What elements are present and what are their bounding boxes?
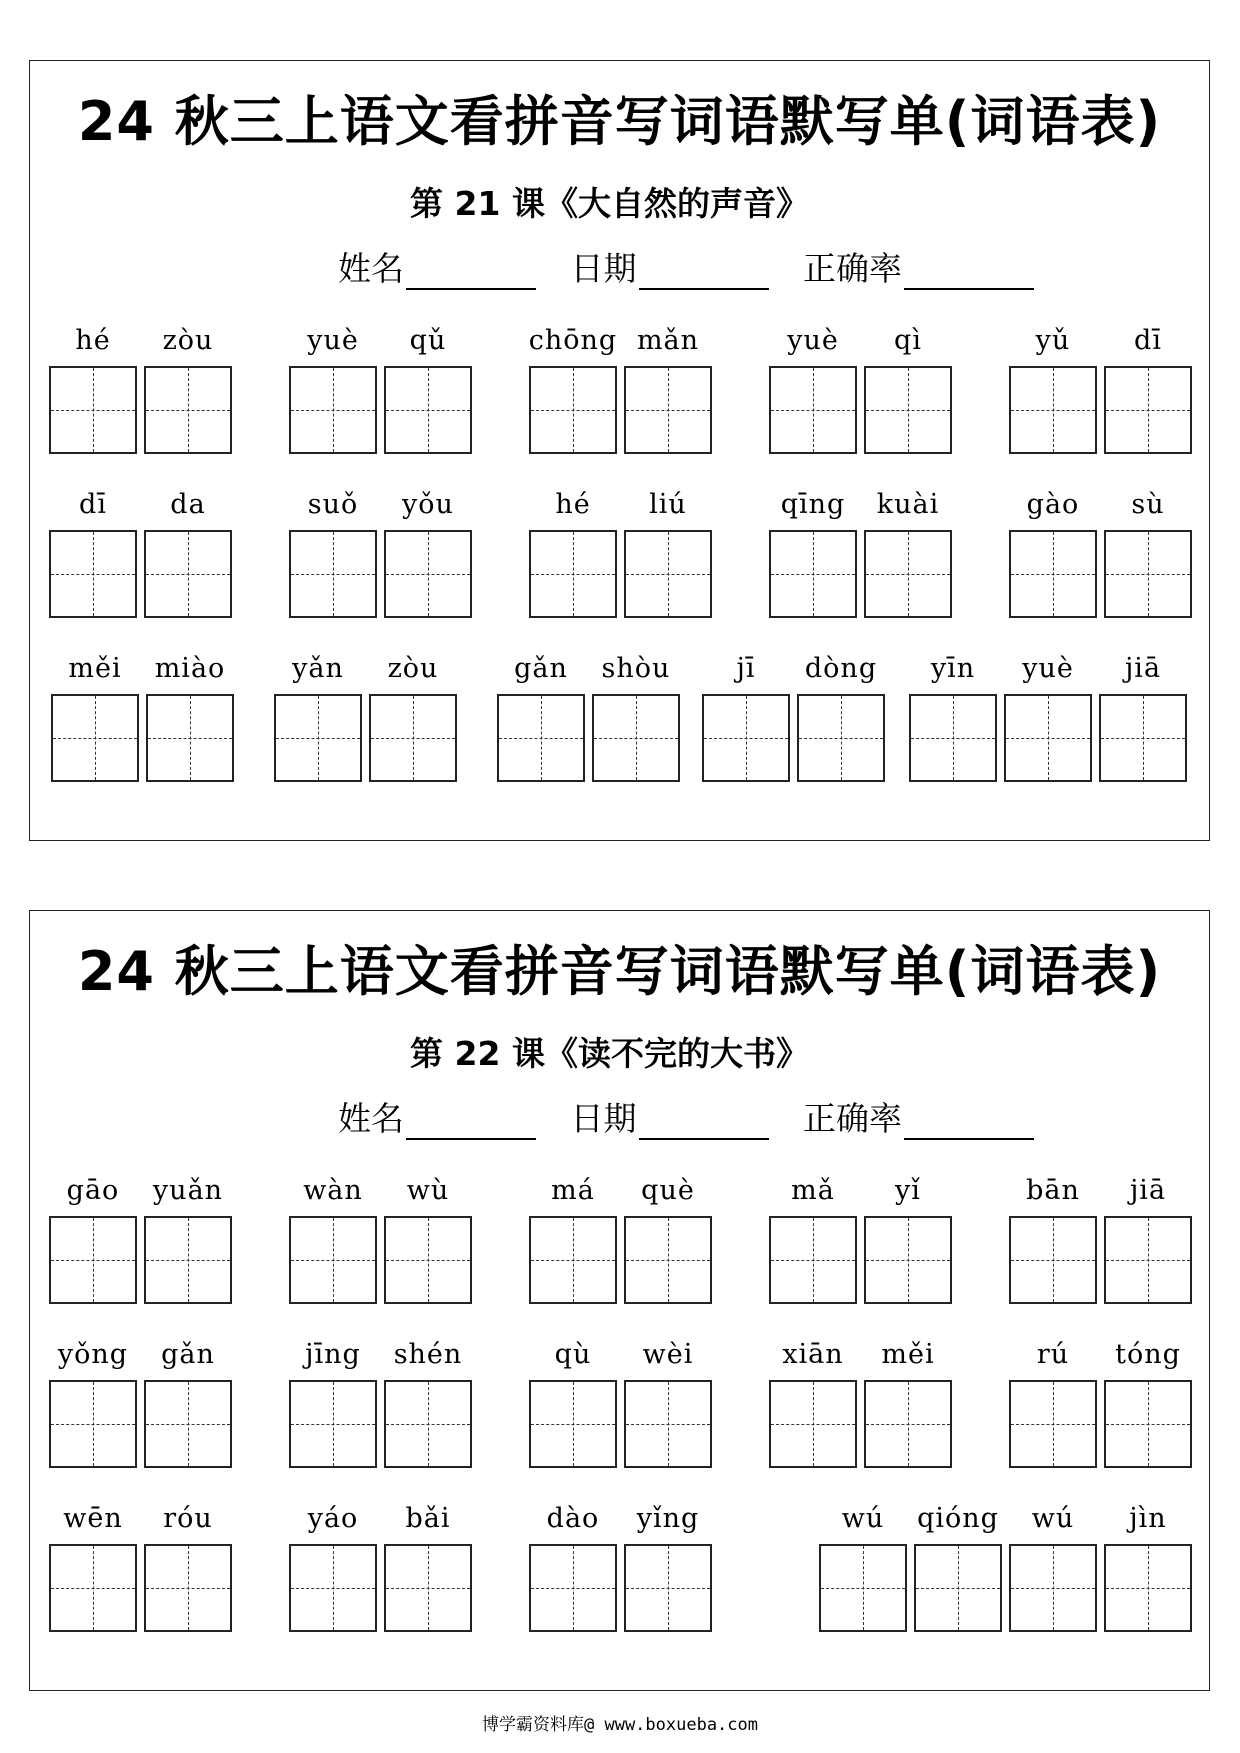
character-cell: [141, 321, 235, 454]
tian-grid-box[interactable]: [864, 1380, 952, 1468]
word-group: [766, 321, 956, 454]
pinyin-label: bǎi: [405, 1503, 451, 1534]
word-group: [816, 1499, 1196, 1632]
worksheet-title: 24 秋三上语文看拼音写词语默写单(词语表): [77, 940, 1162, 1003]
tian-grid-box[interactable]: [384, 366, 472, 454]
character-cell: [526, 321, 620, 454]
pinyin-label: yǒng: [57, 1339, 129, 1370]
pinyin-label: yuè: [787, 325, 839, 356]
tian-grid-box[interactable]: [1004, 694, 1092, 782]
character-cell: [286, 321, 380, 454]
worksheet-lesson-21: [29, 60, 1210, 841]
tian-grid-box[interactable]: [274, 694, 362, 782]
character-cell: [526, 1171, 620, 1304]
tian-grid-box[interactable]: [529, 530, 617, 618]
character-cell: [286, 485, 380, 618]
pinyin-label: jiā: [1129, 1175, 1167, 1206]
word-row: [30, 321, 1209, 461]
date-field[interactable]: [571, 1093, 769, 1140]
pinyin-label: dī: [79, 489, 107, 520]
character-cell: [861, 321, 955, 454]
pinyin-label: qù: [554, 1339, 592, 1370]
character-cell: [766, 321, 860, 454]
word-group: [494, 649, 684, 782]
character-cell: [46, 1171, 140, 1304]
pinyin-label: dī: [1134, 325, 1162, 356]
tian-grid-box[interactable]: [369, 694, 457, 782]
tian-grid-box[interactable]: [1104, 1216, 1192, 1304]
tian-grid-box[interactable]: [49, 530, 137, 618]
character-cell: [861, 1335, 955, 1468]
word-group: [766, 1335, 956, 1468]
student-info-line: [338, 1093, 1034, 1140]
character-cell: [1006, 1335, 1100, 1468]
pinyin-label: qì: [894, 325, 922, 356]
worksheet-lesson-22: [29, 910, 1210, 1691]
character-cell: [1101, 1171, 1195, 1304]
word-group: [526, 1335, 716, 1468]
accuracy-field[interactable]: [803, 243, 1034, 290]
footer-credit: 博学霸资料库@ www.boxueba.com: [482, 1715, 758, 1735]
tian-grid-box[interactable]: [769, 1380, 857, 1468]
pinyin-label: kuài: [876, 489, 940, 520]
tian-grid-box[interactable]: [384, 1544, 472, 1632]
date-field[interactable]: [571, 243, 769, 290]
character-cell: [381, 485, 475, 618]
word-group: [766, 485, 956, 618]
word-group: [1006, 485, 1196, 618]
pinyin-label: wàn: [303, 1175, 363, 1206]
pinyin-label: má: [551, 1175, 595, 1206]
pinyin-label: gǎn: [514, 653, 568, 684]
tian-grid-box[interactable]: [1104, 1544, 1192, 1632]
character-cell: [286, 1335, 380, 1468]
word-group: [286, 1335, 476, 1468]
word-group: [526, 1499, 716, 1632]
tian-grid-box[interactable]: [289, 530, 377, 618]
pinyin-label: yuǎn: [152, 1175, 224, 1206]
name-blank[interactable]: [406, 254, 536, 290]
word-row: [30, 485, 1209, 625]
tian-grid-box[interactable]: [864, 366, 952, 454]
character-cell: [1006, 1499, 1100, 1632]
tian-grid-box[interactable]: [384, 530, 472, 618]
word-group: [46, 1335, 236, 1468]
pinyin-label: tóng: [1115, 1339, 1181, 1370]
accuracy-blank[interactable]: [904, 254, 1034, 290]
pinyin-label: měi: [881, 1339, 935, 1370]
name-blank[interactable]: [406, 1104, 536, 1140]
pinyin-label: jī: [736, 653, 756, 684]
tian-grid-box[interactable]: [289, 366, 377, 454]
character-cell: [46, 1335, 140, 1468]
pinyin-label: zòu: [387, 653, 439, 684]
date-blank[interactable]: [639, 254, 769, 290]
tian-grid-box[interactable]: [1009, 1216, 1097, 1304]
character-cell: [366, 649, 460, 782]
word-group: [1006, 1171, 1196, 1304]
character-cell: [143, 649, 237, 782]
pinyin-label: què: [641, 1175, 695, 1206]
tian-grid-box[interactable]: [384, 1216, 472, 1304]
tian-grid-box[interactable]: [1009, 1544, 1097, 1632]
character-cell: [621, 1499, 715, 1632]
tian-grid-box[interactable]: [529, 1544, 617, 1632]
pinyin-label: miào: [154, 653, 226, 684]
pinyin-label: yīn: [930, 653, 976, 684]
character-cell: [526, 485, 620, 618]
word-group: [766, 1171, 956, 1304]
character-cell: [699, 649, 793, 782]
pinyin-label: jiā: [1124, 653, 1162, 684]
character-cell: [1006, 1171, 1100, 1304]
word-group: [526, 321, 716, 454]
name-label: 姓名: [338, 249, 404, 288]
tian-grid-box[interactable]: [864, 1216, 952, 1304]
word-group: [286, 485, 476, 618]
character-cell: [1006, 485, 1100, 618]
tian-grid-box[interactable]: [769, 1216, 857, 1304]
character-cell: [906, 649, 1000, 782]
pinyin-label: shén: [393, 1339, 463, 1370]
pinyin-label: dào: [546, 1503, 600, 1534]
tian-grid-box[interactable]: [624, 1216, 712, 1304]
pinyin-label: yuè: [1022, 653, 1074, 684]
pinyin-label: yǎn: [292, 653, 344, 684]
word-group: [46, 321, 236, 454]
character-cell: [494, 649, 588, 782]
tian-grid-box[interactable]: [144, 1544, 232, 1632]
character-cell: [621, 321, 715, 454]
accuracy-blank[interactable]: [904, 1104, 1034, 1140]
worksheet-title: 24 秋三上语文看拼音写词语默写单(词语表): [77, 90, 1162, 153]
pinyin-label: gāo: [66, 1175, 120, 1206]
tian-grid-box[interactable]: [146, 694, 234, 782]
character-cell: [46, 1499, 140, 1632]
character-cell: [381, 1171, 475, 1304]
character-cell: [1101, 1499, 1195, 1632]
word-group: [286, 1499, 476, 1632]
character-cell: [48, 649, 142, 782]
character-cell: [621, 485, 715, 618]
tian-grid-box[interactable]: [1009, 530, 1097, 618]
pinyin-label: gǎn: [161, 1339, 215, 1370]
character-cell: [1101, 485, 1195, 618]
tian-grid-box[interactable]: [1099, 694, 1187, 782]
tian-grid-box[interactable]: [49, 1380, 137, 1468]
pinyin-label: wú: [1031, 1503, 1075, 1534]
tian-grid-box[interactable]: [49, 366, 137, 454]
student-info-line: [338, 243, 1034, 290]
pinyin-label: dòng: [804, 653, 878, 684]
pinyin-label: qǔ: [409, 325, 447, 356]
character-cell: [46, 321, 140, 454]
character-cell: [286, 1499, 380, 1632]
tian-grid-box[interactable]: [769, 530, 857, 618]
pinyin-label: mǎ: [791, 1175, 835, 1206]
pinyin-label: yǔ: [1035, 325, 1071, 356]
pinyin-label: róu: [163, 1503, 213, 1534]
tian-grid-box[interactable]: [529, 1380, 617, 1468]
tian-grid-box[interactable]: [289, 1216, 377, 1304]
pinyin-label: rú: [1036, 1339, 1070, 1370]
character-cell: [816, 1499, 910, 1632]
tian-grid-box[interactable]: [51, 694, 139, 782]
tian-grid-box[interactable]: [384, 1380, 472, 1468]
pinyin-label: yǐ: [895, 1175, 921, 1206]
tian-grid-box[interactable]: [1009, 366, 1097, 454]
tian-grid-box[interactable]: [529, 1216, 617, 1304]
pinyin-label: suǒ: [307, 489, 359, 520]
tian-grid-box[interactable]: [144, 366, 232, 454]
character-cell: [381, 321, 475, 454]
character-cell: [621, 1335, 715, 1468]
pinyin-label: wēn: [63, 1503, 123, 1534]
character-cell: [766, 1171, 860, 1304]
tian-grid-box[interactable]: [702, 694, 790, 782]
tian-grid-box[interactable]: [144, 1380, 232, 1468]
character-cell: [911, 1499, 1005, 1632]
pinyin-label: liú: [649, 489, 687, 520]
character-cell: [141, 1335, 235, 1468]
pinyin-label: qīng: [780, 489, 846, 520]
pinyin-label: sù: [1131, 489, 1165, 520]
character-cell: [1096, 649, 1190, 782]
pinyin-label: gào: [1026, 489, 1080, 520]
character-cell: [141, 1499, 235, 1632]
character-cell: [141, 485, 235, 618]
pinyin-label: yǒu: [402, 489, 454, 520]
tian-grid-box[interactable]: [592, 694, 680, 782]
pinyin-label: hé: [555, 489, 591, 520]
date-label: 日期: [570, 1099, 637, 1138]
character-cell: [1101, 321, 1195, 454]
tian-grid-box[interactable]: [769, 366, 857, 454]
pinyin-label: da: [170, 489, 206, 520]
lesson-title: 第 21 课《大自然的声音》: [410, 184, 809, 223]
tian-grid-box[interactable]: [624, 1544, 712, 1632]
date-blank[interactable]: [639, 1104, 769, 1140]
character-cell: [381, 1335, 475, 1468]
tian-grid-box[interactable]: [144, 1216, 232, 1304]
accuracy-field[interactable]: [803, 1093, 1034, 1140]
name-label: 姓名: [338, 1099, 404, 1138]
pinyin-label: yáo: [307, 1503, 359, 1534]
character-cell: [46, 485, 140, 618]
word-group: [906, 649, 1191, 782]
pinyin-label: bān: [1026, 1175, 1080, 1206]
pinyin-label: qióng: [917, 1503, 999, 1534]
word-group: [46, 1171, 236, 1304]
word-row: [30, 649, 1209, 789]
word-row: [30, 1499, 1209, 1639]
tian-grid-box[interactable]: [1104, 1380, 1192, 1468]
accuracy-label: 正确率: [803, 249, 902, 288]
character-cell: [861, 485, 955, 618]
character-cell: [1001, 649, 1095, 782]
pinyin-label: jìn: [1129, 1503, 1167, 1534]
tian-grid-box[interactable]: [529, 366, 617, 454]
word-group: [271, 649, 461, 782]
character-cell: [794, 649, 888, 782]
word-group: [46, 1499, 236, 1632]
pinyin-label: yǐng: [636, 1503, 700, 1534]
tian-grid-box[interactable]: [624, 1380, 712, 1468]
word-group: [48, 649, 238, 782]
pinyin-label: wù: [406, 1175, 450, 1206]
word-group: [1006, 1335, 1196, 1468]
character-cell: [861, 1171, 955, 1304]
character-cell: [141, 1171, 235, 1304]
tian-grid-box[interactable]: [797, 694, 885, 782]
accuracy-label: 正确率: [803, 1099, 902, 1138]
tian-grid-box[interactable]: [1104, 530, 1192, 618]
word-group: [526, 1171, 716, 1304]
word-group: [526, 485, 716, 618]
tian-grid-box[interactable]: [909, 694, 997, 782]
pinyin-label: wú: [841, 1503, 885, 1534]
pinyin-label: shòu: [601, 653, 671, 684]
lesson-title: 第 22 课《读不完的大书》: [410, 1034, 809, 1073]
tian-grid-box[interactable]: [49, 1216, 137, 1304]
character-cell: [766, 485, 860, 618]
character-cell: [381, 1499, 475, 1632]
character-cell: [271, 649, 365, 782]
character-cell: [286, 1171, 380, 1304]
name-field[interactable]: [338, 243, 536, 290]
character-cell: [766, 1335, 860, 1468]
name-field[interactable]: [338, 1093, 536, 1140]
tian-grid-box[interactable]: [49, 1544, 137, 1632]
character-cell: [1006, 321, 1100, 454]
pinyin-label: xiān: [782, 1339, 844, 1370]
tian-grid-box[interactable]: [624, 530, 712, 618]
date-label: 日期: [570, 249, 637, 288]
character-cell: [589, 649, 683, 782]
pinyin-label: měi: [68, 653, 122, 684]
tian-grid-box[interactable]: [624, 366, 712, 454]
character-cell: [621, 1171, 715, 1304]
tian-grid-box[interactable]: [914, 1544, 1002, 1632]
pinyin-label: zòu: [162, 325, 214, 356]
tian-grid-box[interactable]: [1104, 366, 1192, 454]
word-group: [286, 321, 476, 454]
word-group: [699, 649, 889, 782]
word-group: [46, 485, 236, 618]
tian-grid-box[interactable]: [819, 1544, 907, 1632]
pinyin-label: yuè: [307, 325, 359, 356]
pinyin-label: mǎn: [636, 325, 700, 356]
tian-grid-box[interactable]: [289, 1544, 377, 1632]
character-cell: [526, 1335, 620, 1468]
character-cell: [526, 1499, 620, 1632]
tian-grid-box[interactable]: [289, 1380, 377, 1468]
pinyin-label: hé: [75, 325, 111, 356]
tian-grid-box[interactable]: [864, 530, 952, 618]
character-cell: [1101, 1335, 1195, 1468]
pinyin-label: jīng: [305, 1339, 361, 1370]
word-row: [30, 1335, 1209, 1475]
tian-grid-box[interactable]: [497, 694, 585, 782]
word-row: [30, 1171, 1209, 1311]
pinyin-label: wèi: [642, 1339, 694, 1370]
word-group: [1006, 321, 1196, 454]
pinyin-label: chōng: [528, 325, 618, 356]
word-group: [286, 1171, 476, 1304]
tian-grid-box[interactable]: [144, 530, 232, 618]
tian-grid-box[interactable]: [1009, 1380, 1097, 1468]
